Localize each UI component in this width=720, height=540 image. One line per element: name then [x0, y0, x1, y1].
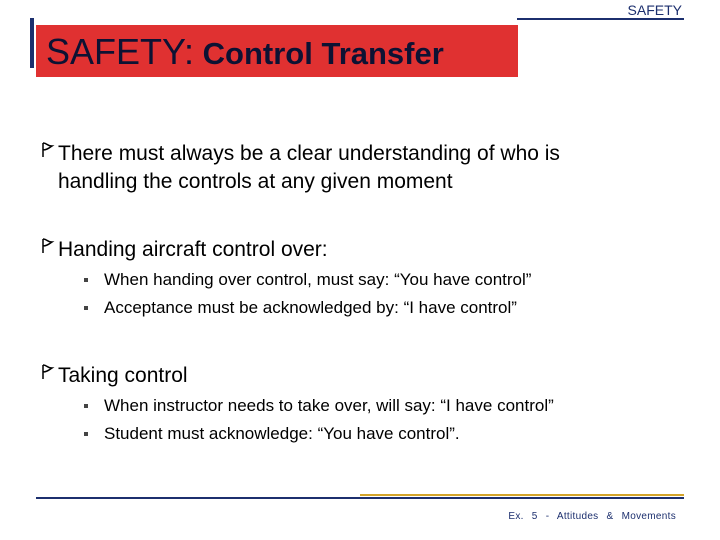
- square-bullet-icon: [84, 306, 88, 310]
- sub-bullet-text: When instructor needs to take over, will say: “I have control”: [104, 396, 554, 415]
- title-prefix: SAFETY:: [46, 31, 195, 72]
- sub-bullet-item: [84, 294, 680, 322]
- footer-rule-gold: [360, 494, 684, 496]
- bullet-item: [40, 140, 680, 196]
- sub-bullet-item: [84, 266, 680, 294]
- footer-text: Ex. 5 - Attitudes & Movements: [508, 511, 676, 522]
- sub-bullet-item: [84, 392, 680, 420]
- flag-bullet-icon: [40, 236, 58, 254]
- flag-bullet-icon: [40, 140, 58, 158]
- square-bullet-icon: [84, 278, 88, 282]
- page-title: [36, 25, 518, 77]
- flag-bullet-icon: [40, 362, 58, 380]
- bullet-text: Taking control: [58, 364, 188, 387]
- bullet-list: [40, 140, 680, 448]
- sub-bullet-text: When handing over control, must say: “You have control”: [104, 270, 532, 289]
- square-bullet-icon: [84, 404, 88, 408]
- sub-bullet-item: [84, 420, 680, 448]
- sub-bullet-text: Acceptance must be acknowledged by: “I have control”: [104, 298, 517, 317]
- footer-rule: [36, 497, 684, 499]
- corner-label: SAFETY: [627, 2, 682, 18]
- square-bullet-icon: [84, 432, 88, 436]
- title-text: Control Transfer: [194, 36, 444, 71]
- sub-bullet-text: Student must acknowledge: “You have control”.: [104, 424, 460, 443]
- bullet-text: Handing aircraft control over:: [58, 238, 328, 261]
- bullet-item: [40, 362, 680, 390]
- bullet-item: [40, 236, 680, 264]
- bullet-text: There must always be a clear understanding of who is handling the controls at any given moment: [58, 142, 560, 193]
